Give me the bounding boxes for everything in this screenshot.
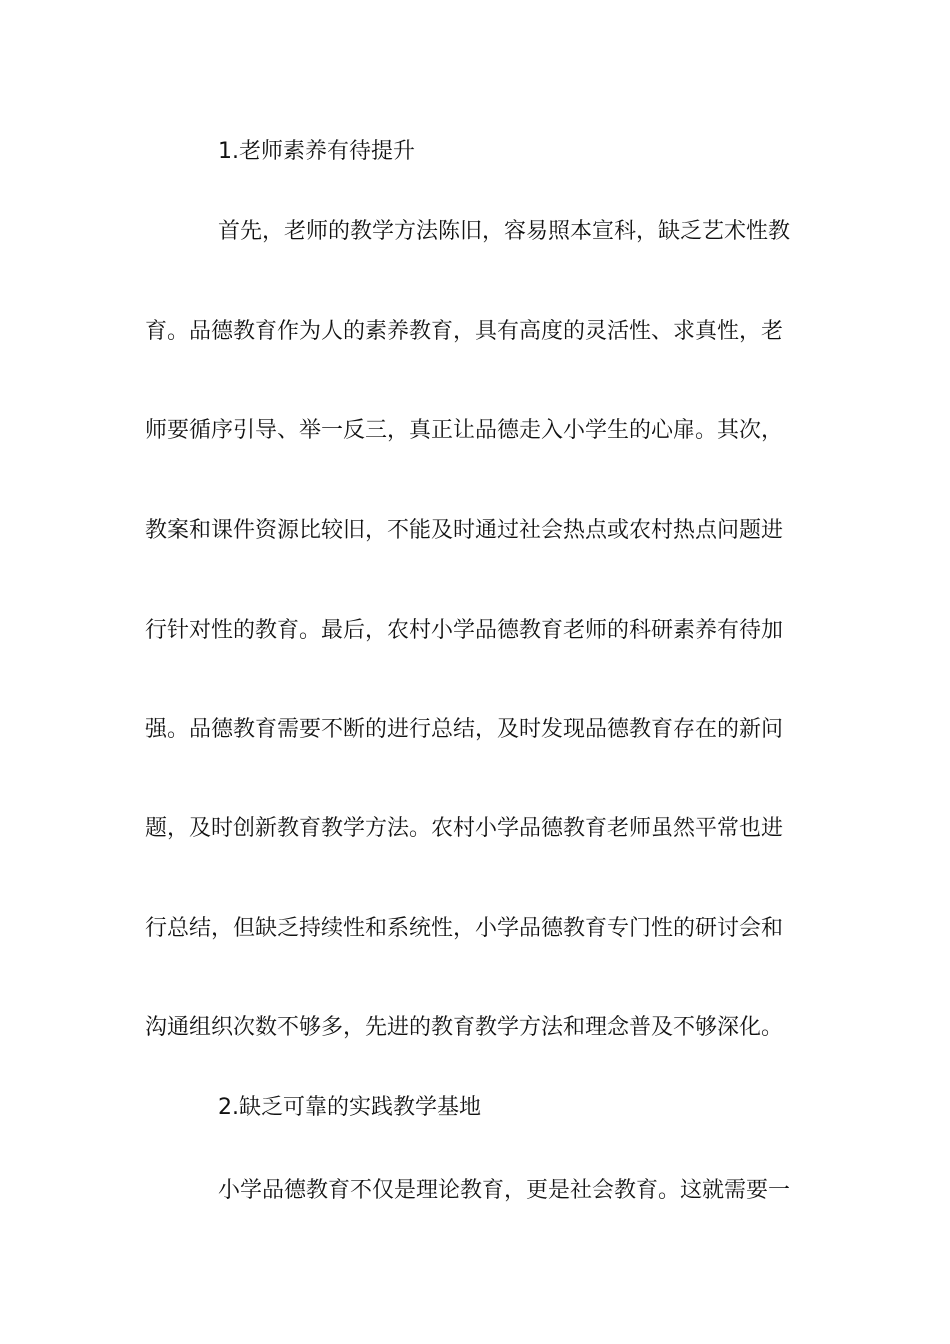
paragraph-line-1: 首先，老师的教学方法陈旧，容易照本宣科，缺乏艺术性教: [218, 219, 791, 244]
paragraph-line-2: 育。品德教育作为人的素养教育，具有高度的灵活性、求真性，老: [145, 319, 784, 344]
paragraph-line-3: 师要循序引导、举一反三，真正让品德走入小学生的心扉。其次，: [145, 418, 784, 443]
paragraph-line-7: 题，及时创新教育教学方法。农村小学品德教育老师虽然平常也进: [145, 816, 784, 841]
section-1-heading: 1.老师素养有待提升: [218, 139, 415, 164]
paragraph-line-5: 行针对性的教育。最后，农村小学品德教育老师的科研素养有待加: [145, 618, 784, 643]
section-2-heading: 2.缺乏可靠的实践教学基地: [218, 1095, 481, 1120]
paragraph-line-9: 沟通组织次数不够多，先进的教育教学方法和理念普及不够深化。: [145, 1015, 784, 1040]
paragraph-line-4: 教案和课件资源比较旧，不能及时通过社会热点或农村热点问题进: [145, 518, 784, 543]
paragraph-line-8: 行总结，但缺乏持续性和系统性，小学品德教育专门性的研讨会和: [145, 916, 784, 941]
paragraph-line-6: 强。品德教育需要不断的进行总结，及时发现品德教育存在的新问: [145, 717, 784, 742]
paragraph-line-10: 小学品德教育不仅是理论教育，更是社会教育。这就需要一: [218, 1178, 791, 1203]
